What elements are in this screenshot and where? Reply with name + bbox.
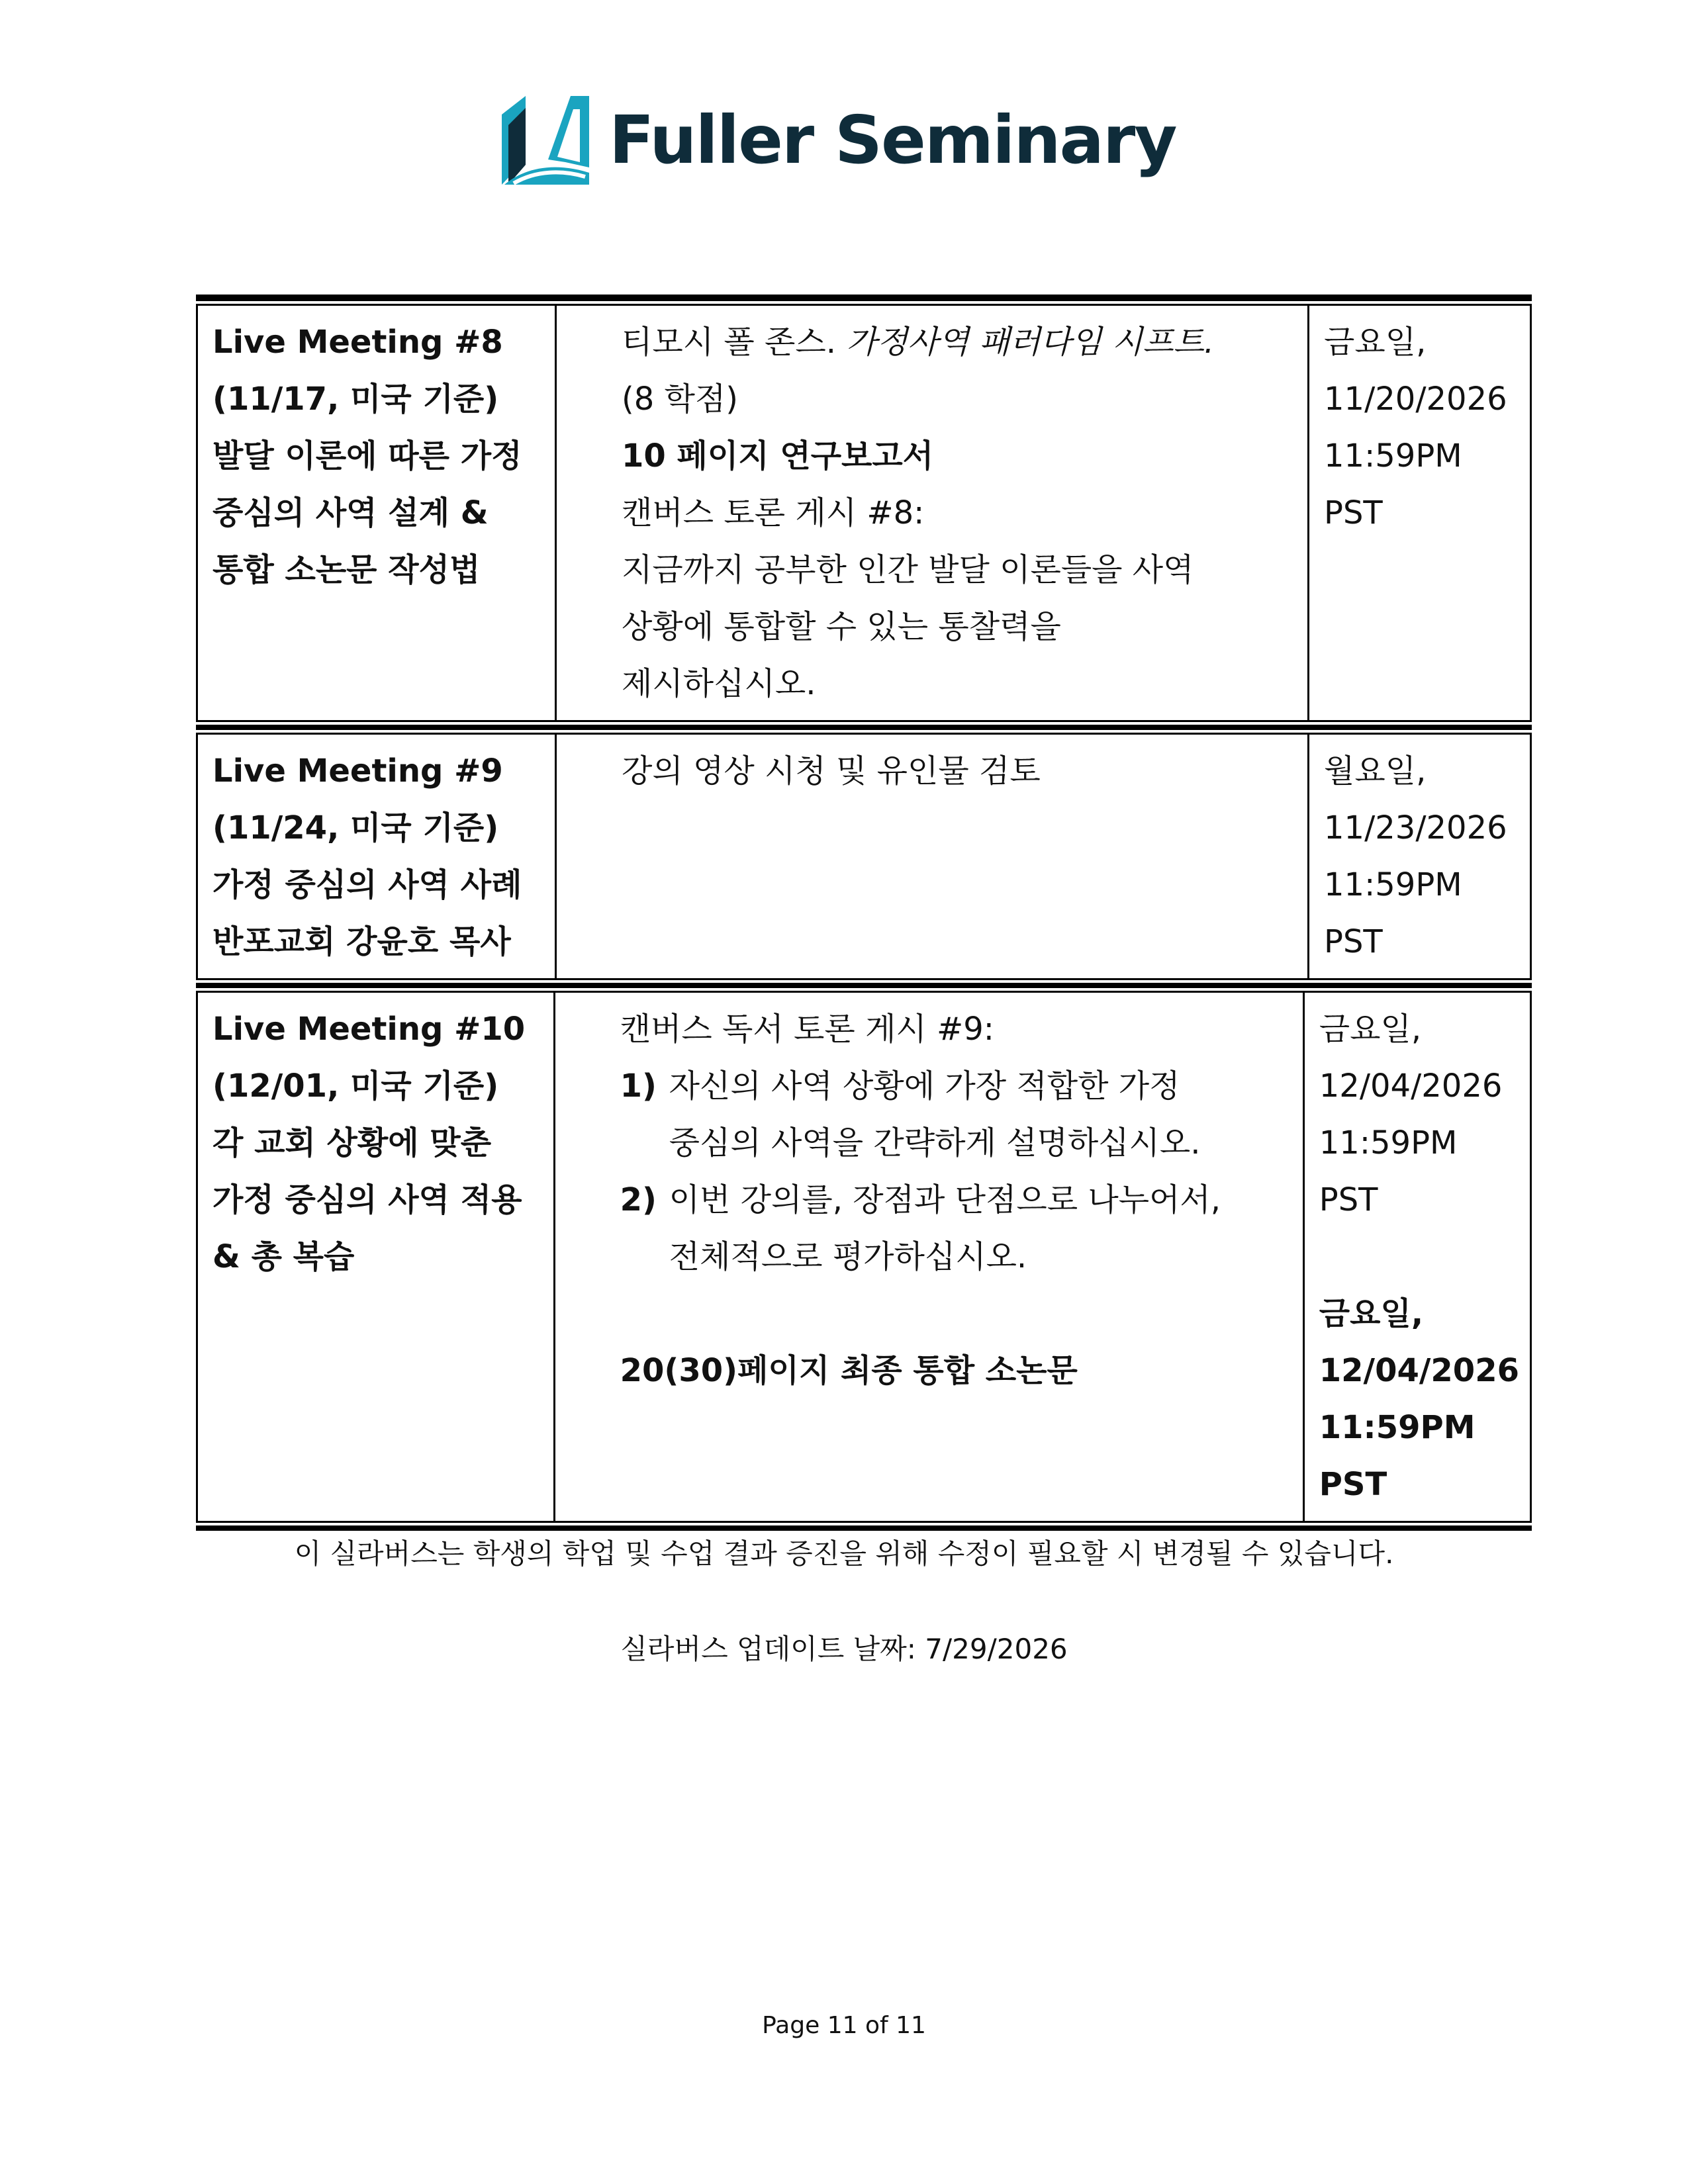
syllabus-change-note: 이 실라버스는 학생의 학업 및 수업 결과 증진을 위해 수정이 필요할 시 변경될 수 있습니다. bbox=[294, 1537, 1394, 1570]
due-date: 12/04/2026 bbox=[1319, 1068, 1503, 1105]
schedule-row-8 bbox=[196, 306, 1532, 720]
meeting-topic: 발달 이론에 따른 가정 bbox=[212, 437, 522, 475]
list-text: 중심의 사역을 간략하게 설명하십시오. bbox=[669, 1124, 1201, 1161]
meeting-cell bbox=[198, 306, 557, 720]
due-date: 11/20/2026 bbox=[1324, 381, 1507, 418]
task-text: 강의 영상 시청 및 유인물 검토 bbox=[622, 752, 1041, 790]
reading-author: 티모시 폴 존스. bbox=[622, 324, 847, 361]
due-day: 월요일, bbox=[1324, 752, 1427, 790]
reading-title: 가정사역 패러다임 시프트. bbox=[846, 324, 1215, 361]
list-item bbox=[620, 1171, 1289, 1285]
final-due-day: 금요일, bbox=[1319, 1295, 1424, 1332]
meeting-speaker: 반포교회 강윤호 목사 bbox=[212, 923, 511, 960]
meeting-date: (12/01, 미국 기준) bbox=[212, 1068, 499, 1105]
meeting-title: Live Meeting #9 bbox=[212, 752, 503, 790]
final-paper: 20(30)페이지 최종 통합 소논문 bbox=[620, 1352, 1078, 1389]
final-due-time: 11:59PM bbox=[1319, 1409, 1476, 1446]
book-page-icon bbox=[502, 96, 589, 185]
meeting-date: (11/24, 미국 기준) bbox=[212, 809, 499, 846]
final-due-zone: PST bbox=[1319, 1466, 1387, 1503]
meeting-title: Live Meeting #10 bbox=[212, 1011, 526, 1048]
assignment-cell bbox=[557, 735, 1309, 978]
logo-wordmark: Fuller Seminary bbox=[609, 101, 1176, 179]
schedule-row-9 bbox=[196, 735, 1532, 978]
report-assignment: 10 페이지 연구보고서 bbox=[622, 437, 934, 475]
meeting-topic: 통합 소논문 작성법 bbox=[212, 551, 481, 588]
meeting-date: (11/17, 미국 기준) bbox=[212, 381, 499, 418]
list-number: 1) bbox=[620, 1068, 657, 1105]
due-time: 11:59PM bbox=[1319, 1124, 1458, 1161]
discussion-text: 제시하십시오. bbox=[622, 665, 816, 702]
reading-line bbox=[622, 314, 1294, 371]
due-zone: PST bbox=[1324, 923, 1383, 960]
meeting-topic: 가정 중심의 사역 적용 bbox=[212, 1181, 522, 1218]
meeting-title: Live Meeting #8 bbox=[212, 324, 503, 361]
discussion-text: 상황에 통합할 수 있는 통찰력을 bbox=[622, 608, 1061, 645]
list-item bbox=[620, 1058, 1289, 1171]
schedule-row-10 bbox=[196, 993, 1532, 1521]
due-zone: PST bbox=[1319, 1181, 1378, 1218]
assignment-cell bbox=[557, 306, 1309, 720]
meeting-topic: 가정 중심의 사역 사례 bbox=[212, 866, 522, 903]
list-text: 자신의 사역 상황에 가장 적합한 가정 bbox=[669, 1068, 1180, 1105]
list-number: 2) bbox=[620, 1181, 657, 1218]
due-time: 11:59PM bbox=[1324, 437, 1462, 475]
meeting-topic: 각 교회 상황에 맞춘 bbox=[212, 1124, 492, 1161]
meeting-topic: & 총 복습 bbox=[212, 1238, 355, 1275]
meeting-topic: 중심의 사역 설계 & bbox=[212, 494, 489, 531]
due-day: 금요일, bbox=[1324, 324, 1427, 361]
assignment-cell bbox=[555, 993, 1305, 1521]
due-cell bbox=[1305, 993, 1530, 1521]
due-date: 11/23/2026 bbox=[1324, 809, 1507, 846]
due-time: 11:59PM bbox=[1324, 866, 1462, 903]
due-day: 금요일, bbox=[1319, 1011, 1422, 1048]
page-number: Page 11 of 11 bbox=[762, 2012, 926, 2039]
list-text: 이번 강의를, 장점과 단점으로 나누어서, bbox=[669, 1181, 1221, 1218]
meeting-cell bbox=[198, 735, 557, 978]
syllabus-updated-date: 실라버스 업데이트 날짜: 7/29/2026 bbox=[620, 1633, 1068, 1665]
schedule-table bbox=[196, 295, 1532, 1531]
final-due-date: 12/04/2026 bbox=[1319, 1352, 1519, 1389]
discussion-title: 캔버스 토론 게시 #8: bbox=[622, 494, 925, 531]
reading-credit: (8 학점) bbox=[622, 381, 738, 418]
due-zone: PST bbox=[1324, 494, 1383, 531]
fuller-logo bbox=[502, 94, 1176, 187]
due-cell bbox=[1309, 735, 1530, 978]
list-text: 전체적으로 평가하십시오. bbox=[669, 1238, 1027, 1275]
meeting-cell bbox=[198, 993, 555, 1521]
due-cell bbox=[1309, 306, 1530, 720]
discussion-title: 캔버스 독서 토론 게시 #9: bbox=[620, 1011, 994, 1048]
discussion-text: 지금까지 공부한 인간 발달 이론들을 사역 bbox=[622, 551, 1194, 588]
